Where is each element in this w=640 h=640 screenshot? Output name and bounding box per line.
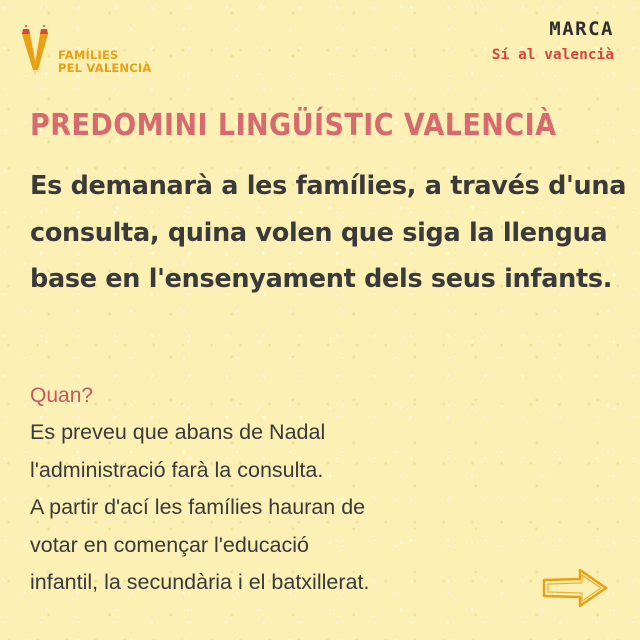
logo-text <box>58 49 151 75</box>
brand-title: MARCA <box>549 18 614 40</box>
page-title: PREDOMINI LINGÜÍSTIC VALENCIÀ <box>30 108 557 143</box>
pencil-v-logo-icon <box>18 24 52 82</box>
logo <box>18 24 151 82</box>
section-heading: Quan? <box>30 384 94 407</box>
brand-tag <box>492 16 614 64</box>
arrow-right-icon[interactable] <box>540 566 610 610</box>
section-body: Es preveu que abans de Nadal l'administració farà la consulta. A partir d'ací les famílies hauran de votar en començar l'educació infantil, la secundària i el batxillerat. <box>30 420 370 594</box>
logo-line-2: PEL VALENCIÀ <box>58 61 152 75</box>
brand-subtitle: Sí al valencià <box>491 47 614 63</box>
lead-paragraph: Es demanarà a les famílies, a través d'una consulta, quina volen que siga la llengua base en l'ensenyament dels seus infants. <box>30 171 627 294</box>
logo-line-1: FAMÍLIES <box>58 48 119 62</box>
